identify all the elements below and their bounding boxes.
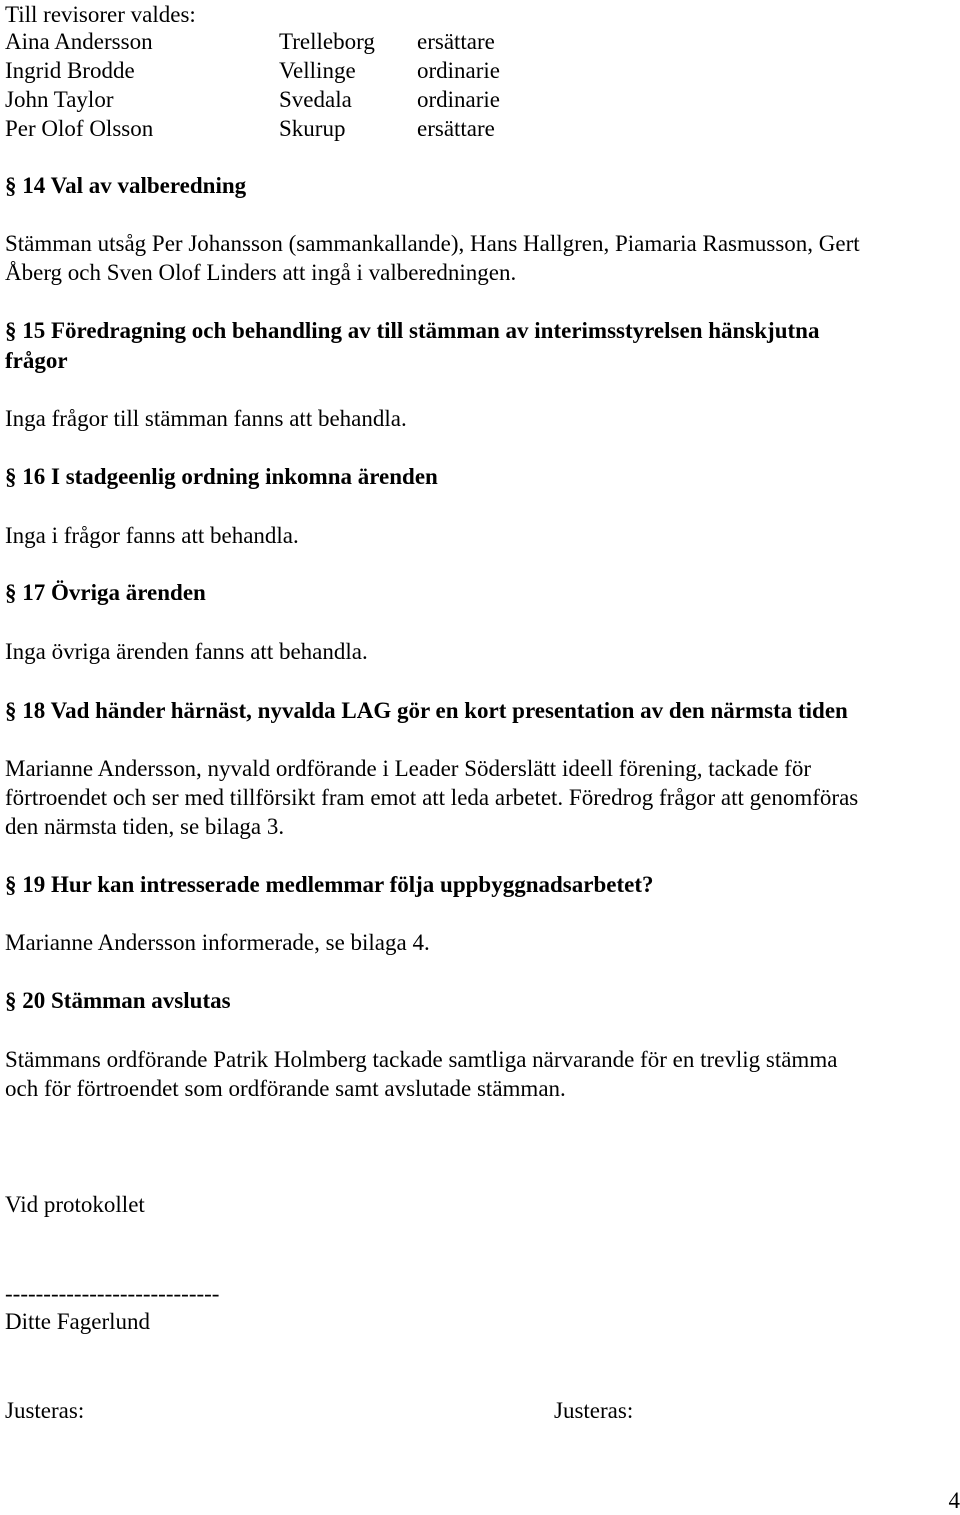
section-heading-continued: frågor (5, 348, 68, 373)
revisor-name: Ingrid Brodde (5, 58, 135, 83)
section-heading: § 17 Övriga ärenden (5, 580, 206, 605)
section-heading: § 16 I stadgeenlig ordning inkomna ärenden (5, 464, 438, 489)
revisor-role: ersättare (417, 29, 495, 54)
section-body-line: Åberg och Sven Olof Linders att ingå i valberedningen. (5, 260, 517, 285)
section-heading: § 19 Hur kan intresserade medlemmar följa uppbyggnadsarbetet? (5, 872, 654, 897)
adjuster-label-right: Justeras: (554, 1398, 634, 1423)
page-number: 4 (948, 1488, 960, 1513)
revisor-place: Trelleborg (279, 29, 375, 54)
revisor-name: John Taylor (5, 87, 114, 112)
section-body-line: Stämmans ordförande Patrik Holmberg tackade samtliga närvarande för en trevlig stämma (5, 1047, 838, 1072)
section-body-line: och för förtroendet som ordförande samt avslutade stämman. (5, 1076, 566, 1101)
revisor-role: ersättare (417, 116, 495, 141)
section-body-line: Inga i frågor fanns att behandla. (5, 523, 299, 548)
section-body-line: Marianne Andersson, nyvald ordförande i Leader Söderslätt ideell förening, tackade för (5, 756, 811, 781)
signature-name: Ditte Fagerlund (5, 1309, 150, 1334)
revisor-role: ordinarie (417, 87, 501, 112)
section-body-line: Stämman utsåg Per Johansson (sammankallande), Hans Hallgren, Piamaria Rasmusson, Gert (5, 231, 860, 256)
revisor-place: Vellinge (279, 58, 356, 83)
revisor-place: Svedala (279, 87, 352, 112)
section-body-line: Inga övriga ärenden fanns att behandla. (5, 639, 368, 664)
section-body-line: Marianne Andersson informerade, se bilaga 4. (5, 930, 430, 955)
section-heading: § 20 Stämman avslutas (5, 988, 231, 1013)
revisor-row (0, 27, 960, 56)
section-heading: § 18 Vad händer härnäst, nyvalda LAG gör en kort presentation av den närmsta tiden (5, 698, 848, 723)
revisor-row (0, 56, 960, 85)
revisors-intro: Till revisorer valdes: (5, 2, 196, 27)
revisor-row (0, 114, 960, 143)
signature-line: ---------------------------- (5, 1281, 220, 1306)
revisor-role: ordinarie (417, 58, 501, 83)
revisor-row (0, 85, 960, 114)
section-heading: § 14 Val av valberedning (5, 173, 247, 198)
section-body-line: den närmsta tiden, se bilaga 3. (5, 814, 285, 839)
section-heading: § 15 Föredragning och behandling av till stämman av interimsstyrelsen hänskjutna (5, 318, 820, 343)
revisor-name: Per Olof Olsson (5, 116, 154, 141)
signature-label: Vid protokollet (5, 1192, 145, 1217)
adjuster-label-left: Justeras: (5, 1398, 85, 1423)
section-body-line: förtroendet och ser med tillförsikt fram emot att leda arbetet. Föredrog frågor att genomföras (5, 785, 859, 810)
revisor-name: Aina Andersson (5, 29, 153, 54)
revisor-place: Skurup (279, 116, 346, 141)
section-body-line: Inga frågor till stämman fanns att behandla. (5, 406, 407, 431)
